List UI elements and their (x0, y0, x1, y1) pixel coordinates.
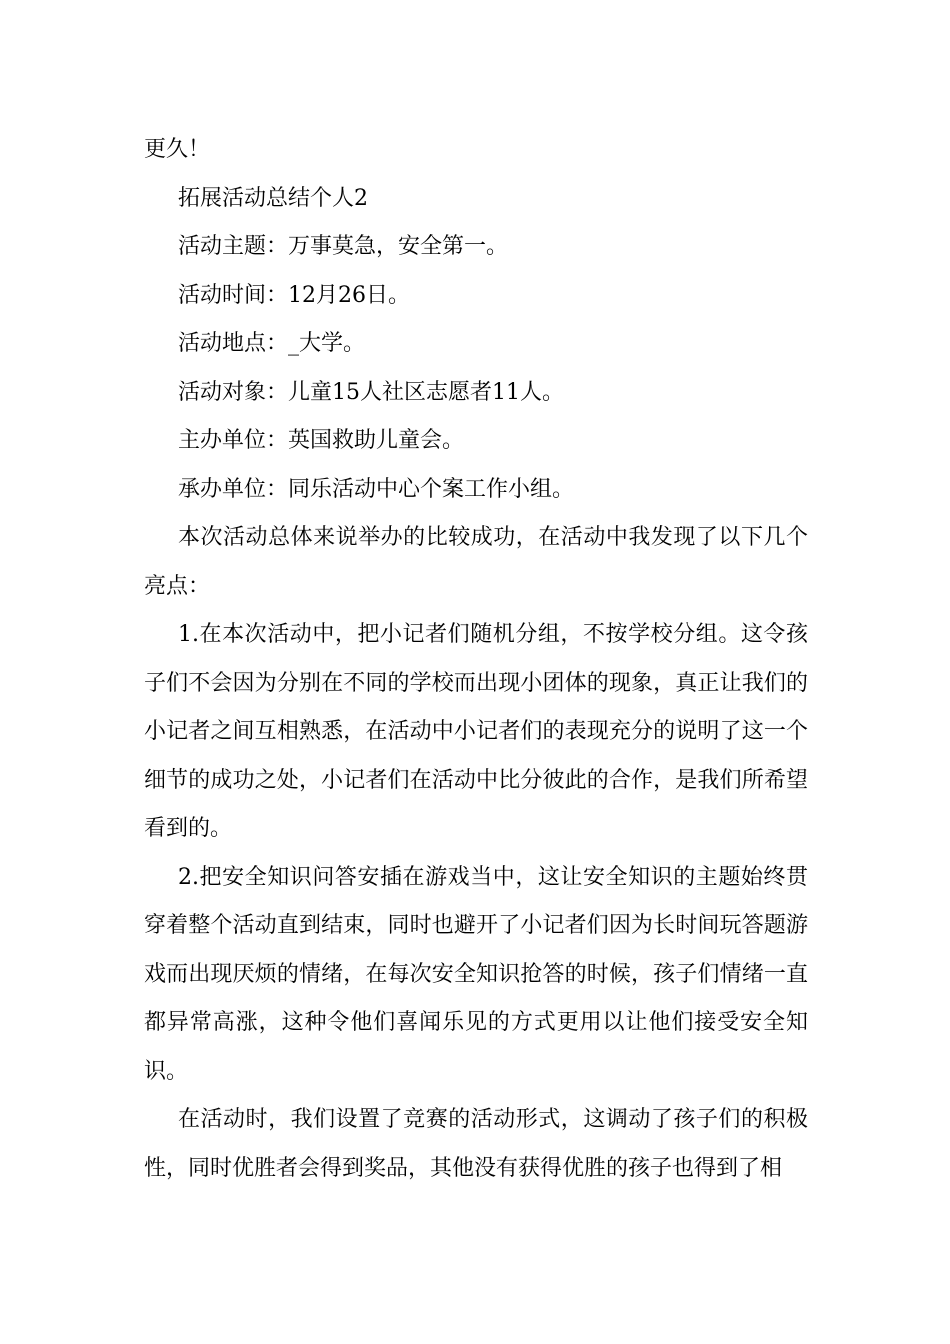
paragraph-continuation: 更久！ (144, 137, 211, 162)
competition-paragraph: 在活动时，我们设置了竞赛的活动形式，这调动了孩子们的积极性，同时优胜者会得到奖品，其他没有获得优胜的孩子也得到了相 (144, 1107, 808, 1181)
highlight-paragraph-1: 1.在本次活动中，把小记者们随机分组，不按学校分组。这令孩子们不会因为分别在不同的学校而出现小团体的现象，真正让我们的小记者之间互相熟悉，在活动中小记者们的表现充分的说明了这一个细节的成功之处，小记者们在活动中比分彼此的合作，是我们所希望看到的。 (144, 622, 808, 841)
activity-theme: 活动主题：万事莫急，安全第一。 (178, 234, 509, 259)
activity-participants: 活动对象：儿童15人社区志愿者11人。 (178, 379, 564, 405)
co-organizer: 承办单位：同乐活动中心个案工作小组。 (178, 476, 575, 502)
organizer: 主办单位：英国救助儿童会。 (178, 428, 465, 453)
section-heading: 拓展活动总结个人2 (178, 185, 368, 211)
summary-intro-paragraph: 本次活动总体来说举办的比较成功，在活动中我发现了以下几个亮点： (144, 525, 808, 599)
document-body (144, 126, 808, 1193)
activity-time: 活动时间：12月26日。 (178, 282, 410, 308)
activity-location: 活动地点：_大学。 (178, 331, 366, 356)
highlight-paragraph-2: 2.把安全知识问答安插在游戏当中，这让安全知识的主题始终贯穿着整个活动直到结束，同时也避开了小记者们因为长时间玩答题游戏而出现厌烦的情绪，在每次安全知识抢答的时候，孩子们情绪一直都异常高涨，这种令他们喜闻乐见的方式更用以让他们接受安全知识。 (144, 864, 808, 1084)
